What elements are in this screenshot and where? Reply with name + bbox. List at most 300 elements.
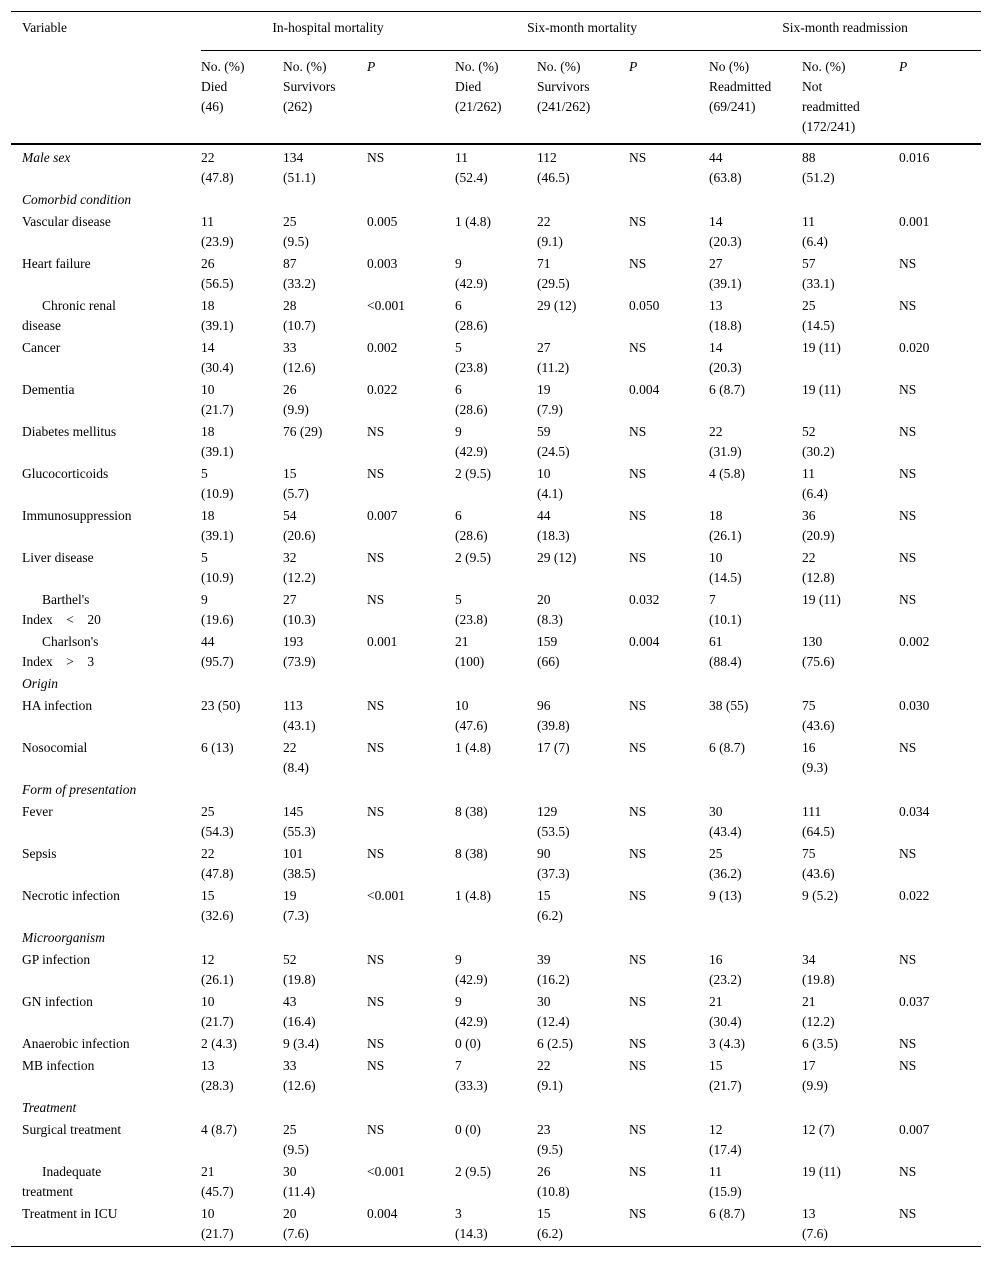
row-label: Necrotic infection <box>22 888 120 903</box>
table-cell: 6 (2.5) <box>537 1036 574 1051</box>
table-cell: NS <box>629 550 647 565</box>
table-cell: 32 (12.2) <box>283 550 316 585</box>
table-cell: NS <box>629 1164 647 1179</box>
table-cell: 76 (29) <box>283 424 323 439</box>
table-cell: NS <box>367 1036 385 1051</box>
table-cell: 59 (24.5) <box>537 424 570 459</box>
table-cell: 22 (47.8) <box>201 846 234 881</box>
table-cell: NS <box>629 1036 647 1051</box>
table-cell: 33 (12.6) <box>283 1058 316 1093</box>
table-cell: <0.001 <box>367 298 405 313</box>
table-row <box>11 505 981 547</box>
table-cell: 0.003 <box>367 256 398 271</box>
subheader-line: No. (%) <box>802 59 846 74</box>
table-cell: 9 (13) <box>709 888 742 903</box>
section-row <box>11 927 981 949</box>
table-cell: 3 (14.3) <box>455 1203 537 1247</box>
table-cell: NS <box>899 846 917 861</box>
table-cell: NS <box>629 340 647 355</box>
table-cell: NS <box>629 466 647 481</box>
table-cell: 14 (20.3) <box>709 214 742 249</box>
subheader-line: Readmitted <box>709 79 772 94</box>
table-cell: 12 (7) <box>802 1122 835 1137</box>
table-cell: 0.050 <box>629 298 660 313</box>
table-cell: NS <box>899 508 917 523</box>
table-cell: NS <box>629 424 647 439</box>
table-cell: 25 (9.5) <box>283 1122 309 1157</box>
table-cell: 90 (37.3) <box>537 846 570 881</box>
table-cell: 6 (8.7) <box>709 740 746 755</box>
subheader-cell <box>709 51 802 145</box>
table-cell: 20 (8.3) <box>537 592 563 627</box>
table-cell: 18 (39.1) <box>201 508 234 543</box>
table-cell: 12 (17.4) <box>709 1122 742 1157</box>
row-label: Barthel's Index < 20 <box>22 592 101 627</box>
table-row <box>11 1161 981 1203</box>
table-cell: 3 (4.3) <box>709 1036 746 1051</box>
table-row <box>11 991 981 1033</box>
header-group-in-hospital-mortality: In-hospital mortality <box>201 12 455 51</box>
table-cell: 19 (11) <box>802 340 841 355</box>
subheader-line: readmitted <box>802 99 860 114</box>
table-cell: 12 (26.1) <box>201 952 234 987</box>
table-cell: 54 (20.6) <box>283 508 316 543</box>
section-row <box>11 673 981 695</box>
row-label: MB infection <box>22 1058 95 1073</box>
subheader-line: (172/241) <box>802 119 856 134</box>
table-cell: 21 (45.7) <box>201 1164 234 1199</box>
table-cell: 10 (21.7) <box>201 1203 283 1247</box>
table-cell: 23 (50) <box>201 698 241 713</box>
table-row <box>11 885 981 927</box>
table-cell: 26 (9.9) <box>283 382 309 417</box>
table-cell: NS <box>367 1058 385 1073</box>
table-cell: 25 (9.5) <box>283 214 309 249</box>
table-cell: 10 (21.7) <box>201 994 234 1029</box>
subheader-line: P <box>899 59 908 74</box>
table-cell: 18 (26.1) <box>709 508 742 543</box>
table-cell: 17 (9.9) <box>802 1058 828 1093</box>
table-cell: 20 (7.6) <box>283 1203 367 1247</box>
subheader-line: (262) <box>283 99 313 114</box>
table-cell: 44 (18.3) <box>537 508 570 543</box>
table-cell: 26 (10.8) <box>537 1164 570 1199</box>
subheader-line: Not <box>802 79 823 94</box>
table-cell: 1 (4.8) <box>455 214 492 229</box>
table-cell: 101 (38.5) <box>283 846 316 881</box>
subheader-line: (241/262) <box>537 99 591 114</box>
subheader-line: No. (%) <box>283 59 327 74</box>
header-group-six-month-readmission: Six-month readmission <box>709 12 981 51</box>
table-body <box>11 144 981 1247</box>
table-cell: 21 (12.2) <box>802 994 835 1029</box>
table-row <box>11 463 981 505</box>
table-cell: NS <box>629 214 647 229</box>
table-cell: NS <box>367 740 385 755</box>
row-label: Cancer <box>22 340 61 355</box>
table-cell: NS <box>899 592 917 607</box>
table-cell: 25 (14.5) <box>802 298 835 333</box>
table-cell: 38 (55) <box>709 698 749 713</box>
table-cell: 28 (10.7) <box>283 298 316 333</box>
table-cell: 34 (19.8) <box>802 952 835 987</box>
table-cell: 39 (16.2) <box>537 952 570 987</box>
section-label: Microorganism <box>22 930 105 945</box>
table-cell: 75 (43.6) <box>802 846 835 881</box>
table-cell: 30 (12.4) <box>537 994 570 1029</box>
section-row <box>11 189 981 211</box>
table-cell: NS <box>629 256 647 271</box>
section-row <box>11 1097 981 1119</box>
table-cell: 29 (12) <box>537 550 577 565</box>
section-row <box>11 779 981 801</box>
table-cell: 11 (6.4) <box>802 214 828 249</box>
table-cell: 13 (18.8) <box>709 298 742 333</box>
section-label: Origin <box>22 676 59 691</box>
table-cell: 6 (8.7) <box>709 1203 802 1247</box>
table-cell: NS <box>629 740 647 755</box>
table-cell: 0 (0) <box>455 1122 481 1137</box>
subheader-cell <box>283 51 367 145</box>
row-label: Vascular disease <box>22 214 111 229</box>
table-cell: 0.007 <box>367 508 398 523</box>
row-label: Sepsis <box>22 846 57 861</box>
table-cell: 0.022 <box>899 888 930 903</box>
table-cell: 10 (4.1) <box>537 466 563 501</box>
table-cell: NS <box>899 1164 917 1179</box>
table-cell: NS <box>899 550 917 565</box>
table-row <box>11 1055 981 1097</box>
table-cell: 9 (19.6) <box>201 592 234 627</box>
table-cell: 27 (39.1) <box>709 256 742 291</box>
table-cell: 11 (15.9) <box>709 1164 742 1199</box>
row-label: Dementia <box>22 382 75 397</box>
table-cell: 27 (11.2) <box>537 340 570 375</box>
subheader-row <box>11 51 981 145</box>
table-cell: 14 (20.3) <box>709 340 742 375</box>
table-cell: 5 (10.9) <box>201 550 234 585</box>
row-label: Inadequate treatment <box>22 1164 102 1199</box>
table-cell: 6 (28.6) <box>455 508 488 543</box>
table-cell: 2 (9.5) <box>455 550 492 565</box>
table-cell: 61 (88.4) <box>709 634 742 669</box>
table-cell: <0.001 <box>367 1164 405 1179</box>
table-cell: 0.030 <box>899 698 930 713</box>
table-cell: 52 (19.8) <box>283 952 316 987</box>
table-cell: 18 (39.1) <box>201 424 234 459</box>
table-row <box>11 295 981 337</box>
subheader-line: Survivors <box>537 79 590 94</box>
table-cell: 113 (43.1) <box>283 698 316 733</box>
table-cell: 2 (9.5) <box>455 466 492 481</box>
row-label: Diabetes mellitus <box>22 424 117 439</box>
subheader-line: (69/241) <box>709 99 756 114</box>
table-cell: 75 (43.6) <box>802 698 835 733</box>
table-row <box>11 589 981 631</box>
row-label: Anaerobic infection <box>22 1036 130 1051</box>
subheader-line: (21/262) <box>455 99 502 114</box>
table-cell: 1 (4.8) <box>455 740 492 755</box>
table-cell: 6 (28.6) <box>455 382 488 417</box>
table-cell: NS <box>629 698 647 713</box>
table-cell: 9 (5.2) <box>802 888 839 903</box>
row-label: GP infection <box>22 952 91 967</box>
table-cell: 22 (9.1) <box>537 214 563 249</box>
table-cell: NS <box>629 804 647 819</box>
header-variable: Variable <box>11 12 201 51</box>
subheader-line: No. (%) <box>201 59 245 74</box>
row-label: GN infection <box>22 994 93 1009</box>
table-row <box>11 253 981 295</box>
table-cell: 9 (42.9) <box>455 424 488 459</box>
subheader-line: No. (%) <box>537 59 581 74</box>
subheader-cell <box>455 51 537 145</box>
table-cell: 7 (33.3) <box>455 1058 488 1093</box>
table-cell: 25 (36.2) <box>709 846 742 881</box>
table-row <box>11 547 981 589</box>
table-cell: 129 (53.5) <box>537 804 570 839</box>
table-cell: 27 (10.3) <box>283 592 316 627</box>
table-cell: 8 (38) <box>455 846 488 861</box>
subheader-line: No. (%) <box>455 59 499 74</box>
table-row <box>11 421 981 463</box>
table-cell: 193 (73.9) <box>283 634 316 669</box>
table-cell: 19 (7.3) <box>283 888 309 923</box>
table-cell: 19 (11) <box>802 382 841 397</box>
table-cell: NS <box>629 150 647 165</box>
table-cell: 13 (28.3) <box>201 1058 234 1093</box>
table-row <box>11 337 981 379</box>
table-row <box>11 949 981 991</box>
table-cell: 11 (52.4) <box>455 150 488 185</box>
table-cell: 0.004 <box>629 382 660 397</box>
table-cell: 9 (3.4) <box>283 1036 319 1051</box>
table-row <box>11 211 981 253</box>
table-cell: NS <box>367 466 385 481</box>
results-table <box>11 11 981 1247</box>
row-label: Charlson's Index > 3 <box>22 634 99 669</box>
table-cell: 19 (7.9) <box>537 382 563 417</box>
table-cell: 13 (7.6) <box>802 1203 899 1247</box>
table-cell: 10 (21.7) <box>201 382 234 417</box>
subheader-line: Died <box>455 79 482 94</box>
table-cell: NS <box>367 1122 385 1137</box>
table-cell: NS <box>629 994 647 1009</box>
table-cell: 2 (4.3) <box>201 1036 237 1051</box>
table-cell: 87 (33.2) <box>283 256 316 291</box>
table-cell: 0.037 <box>899 994 930 1009</box>
table-cell: 22 (8.4) <box>283 740 309 775</box>
table-cell: NS <box>899 256 917 271</box>
table-cell: 26 (56.5) <box>201 256 234 291</box>
subheader-line: P <box>629 59 638 74</box>
table-cell: 15 (32.6) <box>201 888 234 923</box>
row-label: Liver disease <box>22 550 94 565</box>
table-cell: 5 (23.8) <box>455 340 488 375</box>
table-cell: 0.001 <box>367 634 398 649</box>
table-cell: 22 (9.1) <box>537 1058 563 1093</box>
table-cell: NS <box>899 466 917 481</box>
table-cell: <0.001 <box>367 888 405 903</box>
table-cell: 4 (5.8) <box>709 466 746 481</box>
table-cell: 0.002 <box>367 340 398 355</box>
table-cell: 15 (21.7) <box>709 1058 742 1093</box>
table-cell: 21 (30.4) <box>709 994 742 1029</box>
table-cell: NS <box>629 1058 647 1073</box>
table-cell: 111 (64.5) <box>802 804 835 839</box>
row-label: Fever <box>22 804 53 819</box>
row-label: Treatment in ICU <box>11 1203 201 1247</box>
table-cell: 33 (12.6) <box>283 340 316 375</box>
table-cell: 0.007 <box>899 1122 930 1137</box>
row-label: Male sex <box>22 150 71 165</box>
table-cell: 14 (30.4) <box>201 340 234 375</box>
table-cell: 112 (46.5) <box>537 150 570 185</box>
row-label: Heart failure <box>22 256 91 271</box>
subheader-cell <box>367 51 455 145</box>
table-cell: 6 (13) <box>201 740 234 755</box>
table-cell: 11 (23.9) <box>201 214 234 249</box>
table-cell: 29 (12) <box>537 298 577 313</box>
table-cell: NS <box>899 298 917 313</box>
table-row <box>11 801 981 843</box>
row-label: Nosocomial <box>22 740 88 755</box>
subheader-line: No (%) <box>709 59 750 74</box>
table-cell: NS <box>629 952 647 967</box>
table-cell: 9 (42.9) <box>455 952 488 987</box>
table-cell: 30 (11.4) <box>283 1164 316 1199</box>
table-cell: NS <box>629 846 647 861</box>
table-cell: 9 (42.9) <box>455 256 488 291</box>
subheader-line: (46) <box>201 99 224 114</box>
subheader-cell <box>899 51 981 145</box>
subheader-line: Died <box>201 79 228 94</box>
subheader-cell <box>629 51 709 145</box>
table-cell: NS <box>367 952 385 967</box>
table-cell: 16 (23.2) <box>709 952 742 987</box>
table-cell: NS <box>899 952 917 967</box>
table-cell: 19 (11) <box>802 1164 841 1179</box>
table-row <box>11 1119 981 1161</box>
table-cell: 0 (0) <box>455 1036 481 1051</box>
table-cell: NS <box>367 846 385 861</box>
table-cell: 0.001 <box>899 214 930 229</box>
table-cell: 43 (16.4) <box>283 994 316 1029</box>
section-label: Form of presentation <box>22 782 137 797</box>
table-cell: NS <box>899 1058 917 1073</box>
table-cell: NS <box>367 994 385 1009</box>
table-row <box>11 1203 981 1247</box>
table-cell: 145 (55.3) <box>283 804 316 839</box>
table-cell: NS <box>367 698 385 713</box>
row-label: Chronic renal disease <box>22 298 116 333</box>
table-cell: 71 (29.5) <box>537 256 570 291</box>
table-cell: 36 (20.9) <box>802 508 835 543</box>
table-cell: 0.020 <box>899 340 930 355</box>
row-label: Surgical treatment <box>22 1122 122 1137</box>
table-cell: NS <box>629 1122 647 1137</box>
table-cell: 23 (9.5) <box>537 1122 563 1157</box>
table-cell: 7 (10.1) <box>709 592 742 627</box>
table-cell: 0.022 <box>367 382 398 397</box>
table-cell: 8 (38) <box>455 804 488 819</box>
table-cell: 57 (33.1) <box>802 256 835 291</box>
row-label: Immunosuppression <box>22 508 132 523</box>
table-row <box>11 144 981 189</box>
table-cell: 18 (39.1) <box>201 298 234 333</box>
subheader-line: P <box>367 59 376 74</box>
table-cell: 5 (23.8) <box>455 592 488 627</box>
table-cell: 6 (8.7) <box>709 382 746 397</box>
table-cell: 22 (47.8) <box>201 150 234 185</box>
table-cell: 11 (6.4) <box>802 466 828 501</box>
table-cell: 25 (54.3) <box>201 804 234 839</box>
table-cell: 1 (4.8) <box>455 888 492 903</box>
section-label: Treatment <box>22 1100 77 1115</box>
table-cell: 16 (9.3) <box>802 740 828 775</box>
table-cell: 19 (11) <box>802 592 841 607</box>
table-cell: 0.002 <box>899 634 930 649</box>
table-row <box>11 737 981 779</box>
subheader-line: Survivors <box>283 79 336 94</box>
table-cell: NS <box>899 740 917 755</box>
table-cell: 0.005 <box>367 214 398 229</box>
table-cell: 134 (51.1) <box>283 150 316 185</box>
table-cell: 0.032 <box>629 592 660 607</box>
table-row <box>11 1033 981 1055</box>
table-cell: 22 (31.9) <box>709 424 742 459</box>
table-cell: 0.034 <box>899 804 930 819</box>
row-label: HA infection <box>22 698 93 713</box>
table-row <box>11 631 981 673</box>
table-cell: 52 (30.2) <box>802 424 835 459</box>
table-cell: 6 (28.6) <box>455 298 488 333</box>
table-cell: 44 (95.7) <box>201 634 234 669</box>
table-cell: 2 (9.5) <box>455 1164 492 1179</box>
table-cell: 15 (6.2) <box>537 888 563 923</box>
table-row <box>11 379 981 421</box>
table-cell: 0.004 <box>367 1203 455 1247</box>
table-cell: NS <box>629 1203 709 1247</box>
table-cell: 5 (10.9) <box>201 466 234 501</box>
table-cell: NS <box>629 508 647 523</box>
row-label: Glucocorticoids <box>22 466 109 481</box>
table-row <box>11 843 981 885</box>
table-cell: NS <box>367 804 385 819</box>
table-cell: 15 (6.2) <box>537 1203 629 1247</box>
table-cell: 9 (42.9) <box>455 994 488 1029</box>
table-cell: NS <box>367 150 385 165</box>
subheader-cell <box>201 51 283 145</box>
table-cell: 22 (12.8) <box>802 550 835 585</box>
table-cell: 0.004 <box>629 634 660 649</box>
table-cell: 30 (43.4) <box>709 804 742 839</box>
table-cell: 21 (100) <box>455 634 485 669</box>
table-cell: NS <box>367 424 385 439</box>
table-cell: NS <box>367 550 385 565</box>
table-cell: NS <box>899 1203 981 1247</box>
table-cell: 159 (66) <box>537 634 560 669</box>
table-cell: 10 (47.6) <box>455 698 488 733</box>
table-cell: 88 (51.2) <box>802 150 835 185</box>
table-cell: NS <box>629 888 647 903</box>
table-cell: 44 (63.8) <box>709 150 742 185</box>
table-cell: 17 (7) <box>537 740 570 755</box>
subheader-cell <box>537 51 629 145</box>
table-row <box>11 695 981 737</box>
subheader-cell <box>802 51 899 145</box>
table-cell: NS <box>899 382 917 397</box>
